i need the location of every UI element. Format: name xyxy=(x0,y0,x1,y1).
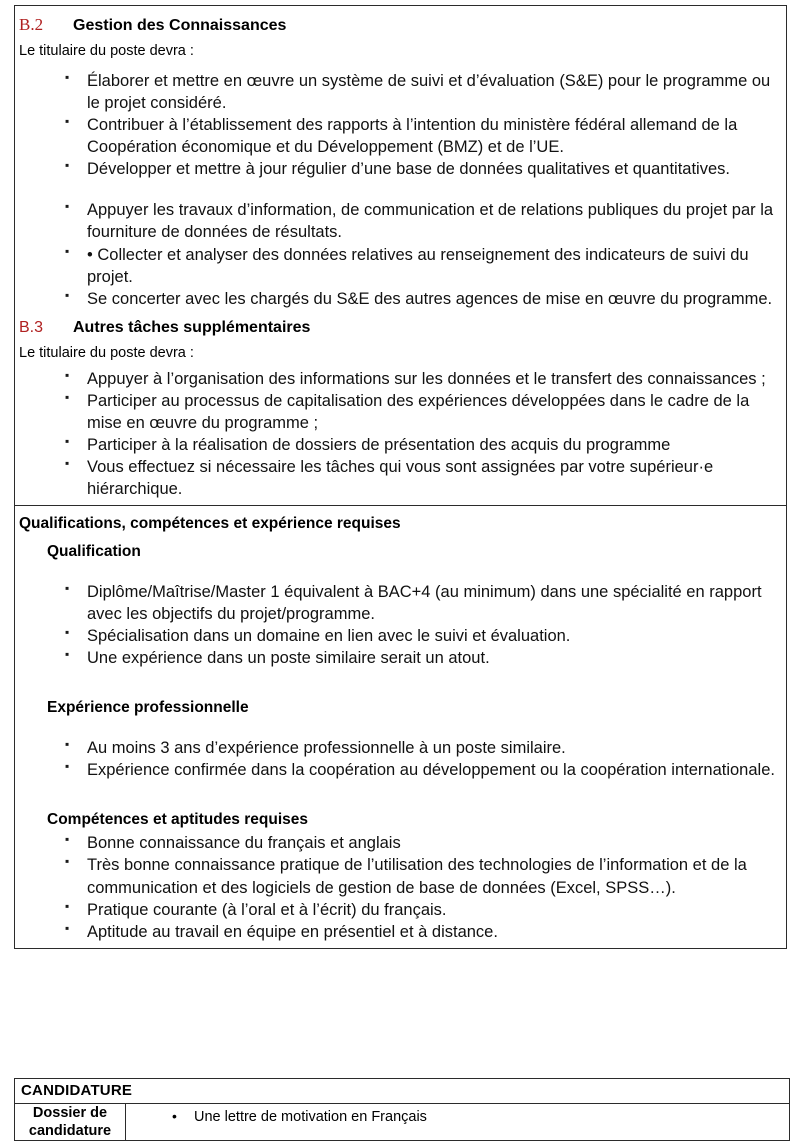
main-content-table xyxy=(14,5,787,949)
section-number-b2: B.2 xyxy=(19,15,44,34)
list-item: ▪ Expérience confirmée dans la coopération au développement ou la coopération internationale. xyxy=(15,759,786,781)
list-item: ▪ Appuyer à l’organisation des informations sur les données et le transfert des connaissances ; xyxy=(15,368,786,390)
list-item: ▪ Aptitude au travail en équipe en présentiel et à distance. xyxy=(15,921,786,943)
list-item: ▪ Spécialisation dans un domaine en lien avec le suivi et évaluation. xyxy=(15,625,786,647)
list-item: ▪ Bonne connaissance du français et anglais xyxy=(15,832,786,854)
heading-gap xyxy=(15,718,786,737)
qualifications-title: Qualifications, compétences et expérience requises xyxy=(19,515,401,533)
section-heading-b2 xyxy=(15,6,786,35)
list-item: • Une lettre de motivation en Français xyxy=(126,1108,789,1127)
candidature-row-label: Dossier de candidature xyxy=(15,1104,126,1141)
list-item: ▪ Participer au processus de capitalisation des expériences développées dans le cadre de la mise en œuvre du programme ; xyxy=(15,390,786,434)
bullet-list-b2-group2 xyxy=(15,199,786,310)
list-item: ▪ Pratique courante (à l’oral et à l’écrit) du français. xyxy=(15,899,786,921)
candidature-items-cell xyxy=(126,1104,790,1141)
bullet-list-b3 xyxy=(15,368,786,501)
subsection-gap xyxy=(15,781,786,807)
bullet-list-experience xyxy=(15,737,786,781)
table-row xyxy=(15,1079,790,1104)
subsection-gap xyxy=(15,669,786,695)
bullet-list-b2-group1 xyxy=(15,70,786,181)
list-item: ▪ Diplôme/Maîtrise/Master 1 équivalent à BAC+4 (au minimum) dans une spécialité en rapport avec les objectifs du projet/programme. xyxy=(15,581,786,625)
section-heading-b3 xyxy=(15,310,786,337)
heading-gap xyxy=(15,562,786,581)
cell-bottom-gap xyxy=(15,943,786,948)
cell-bottom-gap xyxy=(15,500,786,505)
list-item: ▪ Se concerter avec les chargés du S&E des autres agences de mise en œuvre du programme. xyxy=(15,288,786,310)
candidature-title-cell xyxy=(15,1079,790,1104)
list-item: ▪ Très bonne connaissance pratique de l’utilisation des technologies de l’information et de la communication et des logiciels de gestion de base de données (Excel, SPSS…). xyxy=(15,854,786,898)
list-item: ▪ Appuyer les travaux d’information, de communication et de relations publiques du projet par la fourniture de données de résultats. xyxy=(15,199,786,243)
list-item: ▪ Développer et mettre à jour régulier d’une base de données qualitatives et quantitatives. xyxy=(15,158,786,180)
list-item: ▪ Élaborer et mettre en œuvre un système de suivi et d’évaluation (S&E) pour le programme ou le projet considéré. xyxy=(15,70,786,114)
list-item: ▪ Contribuer à l’établissement des rapports à l’intention du ministère fédéral allemand de la Coopération économique et du Développement (BMZ) et de l’UE. xyxy=(15,114,786,158)
list-item: ▪ Une expérience dans un poste similaire serait un atout. xyxy=(15,647,786,669)
candidature-table xyxy=(14,1078,790,1141)
bullet-list-qualification xyxy=(15,581,786,669)
candidature-title: CANDIDATURE xyxy=(21,1082,133,1099)
section-lead-b2: Le titulaire du poste devra : xyxy=(19,43,194,60)
section-title-b3: Autres tâches supplémentaires xyxy=(73,318,311,336)
subsection-heading-experience: Expérience professionnelle xyxy=(47,698,249,716)
table-row xyxy=(15,1104,790,1141)
list-item: ▪ • Collecter et analyser des données relatives au renseignement des indicateurs de suivi du projet. xyxy=(15,244,786,288)
list-item: ▪ Participer à la réalisation de dossiers de présentation des acquis du programme xyxy=(15,434,786,456)
bullet-list-competences xyxy=(15,832,786,943)
list-item: ▪ Au moins 3 ans d’expérience professionnelle à un poste similaire. xyxy=(15,737,786,759)
candidature-items xyxy=(126,1104,789,1132)
list-gap xyxy=(15,180,786,199)
subsection-heading-qualification: Qualification xyxy=(47,542,141,560)
tasks-cell xyxy=(15,6,786,506)
list-item: ▪ Vous effectuez si nécessaire les tâches qui vous sont assignées par votre supérieur·e hiérarchique. xyxy=(15,456,786,500)
section-number-b3: B.3 xyxy=(19,318,44,336)
subsection-heading-competences: Compétences et aptitudes requises xyxy=(47,810,308,828)
section-title-b2: Gestion des Connaissances xyxy=(73,17,287,34)
section-lead-b3: Le titulaire du poste devra : xyxy=(19,345,194,362)
candidature-list xyxy=(126,1108,789,1127)
qualifications-cell xyxy=(15,506,786,948)
